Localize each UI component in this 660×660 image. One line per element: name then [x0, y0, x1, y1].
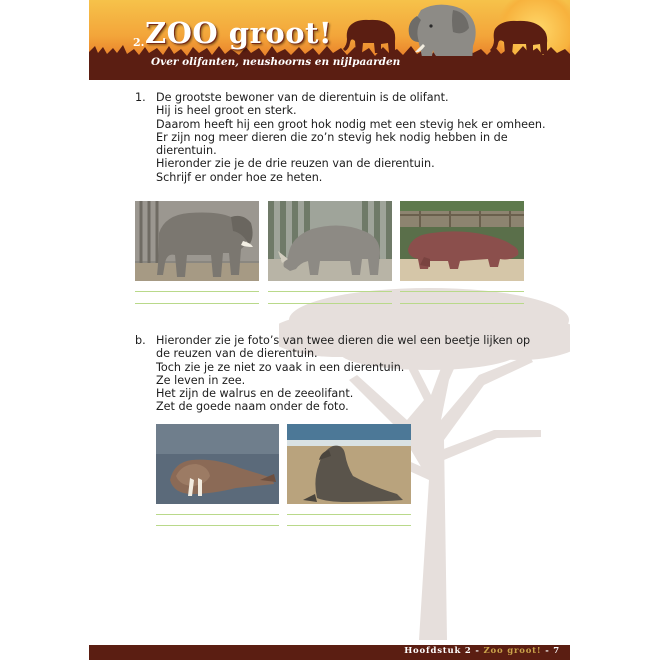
answer-line[interactable] [156, 514, 279, 515]
question-line: Toch zie je ze niet zo vaak in een dierentuin. [156, 360, 405, 374]
question-line: Hieronder zie je de drie reuzen van de dierentuin. [156, 157, 435, 171]
walrus-photo [156, 424, 279, 504]
answer-line[interactable] [156, 525, 279, 526]
answer-line[interactable] [400, 291, 524, 292]
rhino-photo [268, 201, 392, 281]
answer-line[interactable] [135, 291, 259, 292]
question-line: de reuzen van de dierentuin. [156, 347, 318, 361]
question-line: De grootste bewoner van de dierentuin is de olifant. [156, 91, 449, 104]
answer-line[interactable] [400, 303, 524, 304]
chapter-title: ZOO groot! [145, 16, 333, 50]
chapter-subtitle: Over olifanten, neushoorns en nijlpaarden [151, 56, 401, 68]
answer-line[interactable] [135, 303, 259, 304]
elephant-photo [135, 201, 259, 281]
question-number: b. [135, 334, 146, 347]
answer-line[interactable] [268, 291, 392, 292]
question-line: Het zijn de walrus en de zeeolifant. [156, 387, 354, 401]
question-1b-text [156, 334, 530, 414]
elephant-seal-photo [287, 424, 411, 504]
question-line: Daarom heeft hij een groot hok nodig met een stevig hek er omheen. [156, 117, 546, 131]
answer-line[interactable] [287, 525, 411, 526]
question-line: dierentuin. [156, 144, 217, 158]
question-line: Hieronder zie je foto’s van twee dieren die wel een beetje lijken op [156, 334, 531, 347]
answer-line[interactable] [287, 514, 411, 515]
question-line: Zet de goede naam onder de foto. [156, 400, 349, 414]
answer-line[interactable] [268, 303, 392, 304]
page-number: - 7 [545, 646, 560, 656]
question-line: Schrijf er onder hoe ze heten. [156, 170, 323, 184]
question-number: 1. [135, 91, 146, 104]
chapter-banner [89, 0, 570, 80]
question-line: Er zijn nog meer dieren die zo’n stevig hek nodig hebben in de [156, 130, 508, 144]
question-line: Hij is heel groot en sterk. [156, 104, 297, 118]
question-1-text [156, 91, 546, 184]
page-footer [89, 645, 570, 660]
footer-text [404, 646, 560, 656]
elephant-silhouette-icon [341, 17, 399, 55]
footer-chapter-label: Hoofdstuk 2 - [404, 646, 480, 656]
elephant-silhouette-icon [487, 17, 553, 55]
chapter-number: 2. [133, 36, 145, 49]
worksheet-page [89, 0, 570, 660]
footer-chapter-name: Zoo groot! [483, 646, 542, 656]
question-line: Ze leven in zee. [156, 373, 246, 387]
hippo-photo [400, 201, 524, 281]
